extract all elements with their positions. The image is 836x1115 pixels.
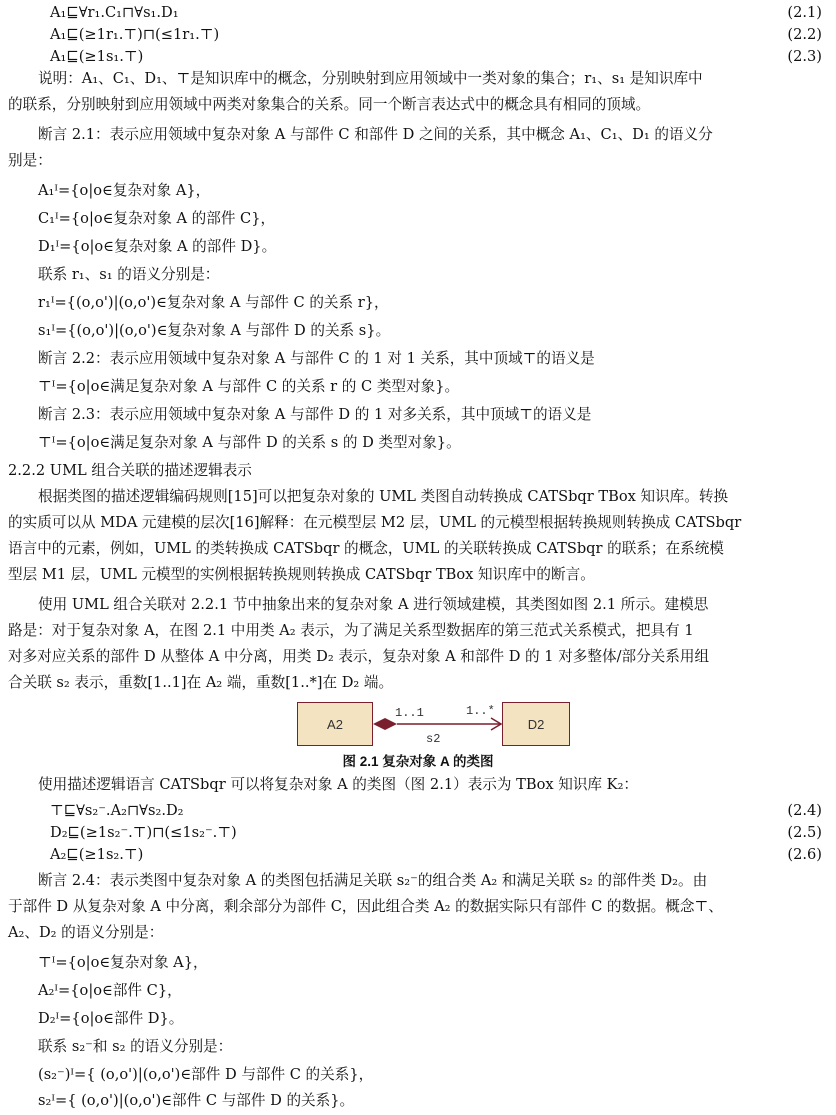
semantic-line: s₂ᴵ={ (o,o')|(o,o')∈部件 C 与部件 D 的关系}。 bbox=[38, 1092, 355, 1109]
equation-formula: A₁⊑(≥1r₁.⊤)⊓(≤1r₁.⊤) bbox=[50, 26, 220, 43]
semantic-line: C₁ᴵ={o|o∈复杂对象 A 的部件 C}， bbox=[38, 210, 276, 227]
equation-formula: D₂⊑(≥1s₂⁻.⊤)⊓(≤1s₂⁻.⊤) bbox=[50, 824, 237, 841]
composition-diamond-icon bbox=[373, 718, 397, 730]
class-box-d2 bbox=[502, 702, 570, 746]
paragraph-line: 别是： bbox=[8, 152, 52, 169]
class-name-d2: D2 bbox=[527, 716, 545, 732]
semantic-line: 联系 r₁、s₁ 的语义分别是： bbox=[38, 266, 220, 283]
paragraph-line: 断言 2.3：表示应用领域中复杂对象 A 与部件 D 的 1 对多关系，其中顶域⊤的语义是 bbox=[38, 406, 592, 423]
paragraph-line: 断言 2.2：表示应用领域中复杂对象 A 与部件 C 的 1 对 1 关系，其中顶域⊤的语义是 bbox=[38, 350, 595, 367]
equation-number: (2.4) bbox=[787, 802, 822, 819]
association-name: s2 bbox=[426, 732, 441, 746]
multiplicity-d2-end: 1..* bbox=[466, 704, 495, 718]
semantic-line: D₁ᴵ={o|o∈复杂对象 A 的部件 D}。 bbox=[38, 238, 277, 255]
equation-number: (2.5) bbox=[787, 824, 822, 841]
equation-formula: A₂⊑(≥1s₂.⊤) bbox=[50, 846, 144, 863]
equation-formula: A₁⊑∀r₁.C₁⊓∀s₁.D₁ bbox=[50, 4, 179, 21]
paragraph-line: 使用描述逻辑语言 CATSbqr 可以将复杂对象 A 的类图（图 2.1）表示为 TBox 知识库 K₂： bbox=[38, 776, 639, 793]
paragraph-line: 根据类图的描述逻辑编码规则[15]可以把复杂对象的 UML 类图自动转换成 CATSbqr TBox 知识库。转换 bbox=[38, 488, 729, 505]
paragraph-line: ⊤ᴵ={o|o∈满足复杂对象 A 与部件 C 的关系 r 的 C 类型对象}。 bbox=[38, 378, 460, 395]
equation-number: (2.2) bbox=[787, 26, 822, 43]
paragraph-line: 说明：A₁、C₁、D₁、⊤是知识库中的概念，分别映射到应用领域中一类对象的集合；r₁、s₁ 是知识库中 bbox=[38, 70, 703, 87]
paragraph-line: 的实质可以从 MDA 元建模的层次[16]解释：在元模型层 M2 层，UML 的元模型根据转换规则转换成 CATSbqr bbox=[8, 514, 742, 531]
equation-number: (2.3) bbox=[787, 48, 822, 65]
class-name-a2: A2 bbox=[327, 716, 343, 732]
paragraph-line: ⊤ᴵ={o|o∈满足复杂对象 A 与部件 D 的关系 s 的 D 类型对象}。 bbox=[38, 434, 461, 451]
equation-number: (2.1) bbox=[787, 4, 822, 21]
paragraph-line: 路是：对于复杂对象 A，在图 2.1 中用类 A₂ 表示，为了满足关系型数据库的第三范式关系模式，把具有 1 bbox=[8, 622, 694, 639]
semantic-line: r₁ᴵ={(o,o')|(o,o')∈复杂对象 A 与部件 C 的关系 r}， bbox=[38, 294, 389, 311]
multiplicity-a2-end: 1..1 bbox=[395, 706, 424, 720]
paragraph-line: 断言 2.1：表示应用领域中复杂对象 A 与部件 C 和部件 D 之间的关系，其中概念 A₁、C₁、D₁ 的语义分 bbox=[38, 126, 713, 143]
semantic-line: ⊤ᴵ={o|o∈复杂对象 A}， bbox=[38, 954, 208, 971]
paragraph-line: 于部件 D 从复杂对象 A 中分离，剩余部分为部件 C，因此组合类 A₂ 的数据实际只有部件 C 的数据。概念⊤、 bbox=[8, 898, 723, 915]
equation-formula: ⊤⊑∀s₂⁻.A₂⊓∀s₂.D₂ bbox=[50, 802, 184, 819]
paragraph-line: 语言中的元素，例如，UML 的类转换成 CATSbqr 的概念，UML 的关联转换成 CATSbqr 的联系；在系统模 bbox=[8, 540, 724, 557]
class-box-a2 bbox=[297, 702, 373, 746]
equation-number: (2.6) bbox=[787, 846, 822, 863]
section-heading: 2.2.2 UML 组合关联的描述逻辑表示 bbox=[8, 462, 252, 479]
equation-2-6 bbox=[0, 842, 836, 868]
equation-formula: A₁⊑(≥1s₁.⊤) bbox=[50, 48, 144, 65]
paragraph-line: 断言 2.4：表示类图中复杂对象 A 的类图包括满足关联 s₂⁻的组合类 A₂ 和满足关联 s₂ 的部件类 D₂。由 bbox=[38, 872, 708, 889]
paragraph-line: 合关联 s₂ 表示，重数[1..1]在 A₂ 端，重数[1..*]在 D₂ 端。 bbox=[8, 674, 394, 691]
paragraph-line: 型层 M1 层，UML 元模型的实例根据转换规则转换成 CATSbqr TBox 知识库中的断言。 bbox=[8, 566, 595, 583]
paragraph-line: 使用 UML 组合关联对 2.2.1 节中抽象出来的复杂对象 A 进行领域建模，其类图如图 2.1 所示。建模思 bbox=[38, 596, 709, 613]
semantic-line: 联系 s₂⁻和 s₂ 的语义分别是： bbox=[38, 1038, 233, 1055]
paragraph-line: 的联系，分别映射到应用领域中两类对象集合的关系。同一个断言表达式中的概念具有相同的顶域。 bbox=[8, 96, 651, 113]
semantic-line: A₂ᴵ={o|o∈部件 C}， bbox=[38, 982, 182, 999]
paragraph-line: A₂、D₂ 的语义分别是： bbox=[8, 924, 164, 941]
figure-caption: 图 2.1 复杂对象 A 的类图 bbox=[342, 754, 494, 769]
semantic-line: (s₂⁻)ᴵ={ (o,o')|(o,o')∈部件 D 与部件 C 的关系}， bbox=[38, 1066, 374, 1083]
semantic-line: D₂ᴵ={o|o∈部件 D}。 bbox=[38, 1010, 184, 1027]
paragraph-line: 对多对应关系的部件 D 从整体 A 中分离，用类 D₂ 表示，复杂对象 A 和部件 D 的 1 对多整体/部分关系用组 bbox=[8, 648, 710, 665]
semantic-line: A₁ᴵ={o|o∈复杂对象 A}， bbox=[38, 182, 211, 199]
semantic-line: s₁ᴵ={(o,o')|(o,o')∈复杂对象 A 与部件 D 的关系 s}。 bbox=[38, 322, 391, 339]
